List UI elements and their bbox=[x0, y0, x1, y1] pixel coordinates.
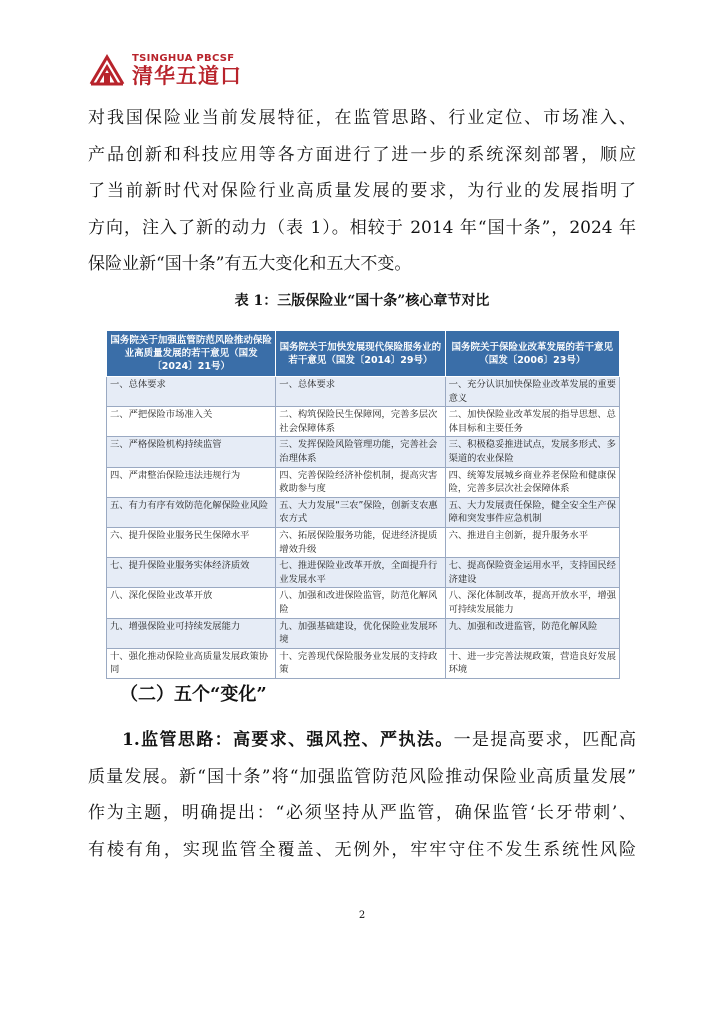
tsinghua-emblem-icon bbox=[88, 53, 126, 87]
table-cell: 八、加强和改进保险监管，防范化解风险 bbox=[276, 588, 445, 618]
table-row bbox=[107, 588, 620, 618]
header-logo bbox=[88, 50, 242, 90]
table-caption: 表 1：三版保险业“国十条”核心章节对比 bbox=[234, 293, 490, 309]
intro-line: 了当前新时代对保险行业高质量发展的要求，为行业的发展指明了 bbox=[88, 181, 636, 202]
table-cell: 三、积极稳妥推进试点，发展多形式、多渠道的农业保险 bbox=[445, 437, 619, 467]
table-row bbox=[107, 648, 620, 678]
table-cell: 七、提高保险资金运用水平，支持国民经济建设 bbox=[445, 558, 619, 588]
body-lead: 1.监管思路：高要求、强风控、严执法。 bbox=[122, 730, 454, 750]
table-cell: 三、发挥保险风险管理功能，完善社会治理体系 bbox=[276, 437, 445, 467]
table-cell: 一、总体要求 bbox=[107, 377, 276, 407]
table-row bbox=[107, 527, 620, 557]
table-cell: 二、构筑保险民生保障网，完善多层次社会保障体系 bbox=[276, 407, 445, 437]
body-line: 质量发展。新“国十条”将“加强监管防范风险推动保险业高质量发展” bbox=[88, 766, 636, 787]
table-cell: 二、严把保险市场准入关 bbox=[107, 407, 276, 437]
column-header-2014: 国务院关于加快发展现代保险服务业的若干意见（国发〔2014〕29号） bbox=[276, 331, 445, 377]
table-cell: 九、加强和改进监管，防范化解风险 bbox=[445, 618, 619, 648]
table-cell: 九、增强保险业可持续发展能力 bbox=[107, 618, 276, 648]
table-cell: 一、总体要求 bbox=[276, 377, 445, 407]
table-row bbox=[107, 437, 620, 467]
table-cell: 五、大力发展“三农”保险，创新支农惠农方式 bbox=[276, 497, 445, 527]
table-cell: 八、深化保险业改革开放 bbox=[107, 588, 276, 618]
table-cell: 八、深化体制改革，提高开放水平，增强可持续发展能力 bbox=[445, 588, 619, 618]
logo-chinese-text: 清华五道口 bbox=[132, 63, 242, 88]
table-cell: 四、完善保险经济补偿机制，提高灾害救助参与度 bbox=[276, 467, 445, 497]
intro-line: 方向，注入了新的动力（表 1）。相较于 2014 年“国十条”，2024 年 bbox=[88, 217, 636, 238]
logo-english-text: TSINGHUA PBCSF bbox=[132, 52, 235, 64]
table-cell: 七、提升保险业服务实体经济质效 bbox=[107, 558, 276, 588]
table-cell: 四、统筹发展城乡商业养老保险和健康保险，完善多层次社会保障体系 bbox=[445, 467, 619, 497]
page-number: 2 bbox=[358, 910, 366, 921]
table-cell: 六、推进自主创新，提升服务水平 bbox=[445, 527, 619, 557]
table-cell: 六、提升保险业服务民生保障水平 bbox=[107, 527, 276, 557]
table-cell: 九、加强基础建设，优化保险业发展环境 bbox=[276, 618, 445, 648]
table-row bbox=[107, 467, 620, 497]
table-cell: 二、加快保险业改革发展的指导思想、总体目标和主要任务 bbox=[445, 407, 619, 437]
table-cell: 一、充分认识加快保险业改革发展的重要意义 bbox=[445, 377, 619, 407]
intro-line: 对我国保险业当前发展特征，在监管思路、行业定位、市场准入、 bbox=[88, 108, 636, 128]
body-line: 有棱有角，实现监管全覆盖、无例外，牢牢守住不发生系统性风险 bbox=[88, 839, 636, 860]
intro-paragraph bbox=[88, 100, 636, 283]
table-cell: 四、严肃整治保险违法违规行为 bbox=[107, 467, 276, 497]
table-header-row bbox=[107, 331, 620, 377]
table-body bbox=[107, 377, 620, 679]
table-cell: 五、大力发展责任保险，健全安全生产保障和突发事件应急机制 bbox=[445, 497, 619, 527]
table-row bbox=[107, 497, 620, 527]
table-cell: 十、完善现代保险服务业发展的支持政策 bbox=[276, 648, 445, 678]
comparison-table bbox=[106, 330, 620, 679]
table-row bbox=[107, 558, 620, 588]
table-cell: 七、推进保险业改革开放，全面提升行业发展水平 bbox=[276, 558, 445, 588]
table-row bbox=[107, 407, 620, 437]
column-header-2006: 国务院关于保险业改革发展的若干意见（国发〔2006〕23号） bbox=[445, 331, 619, 377]
section-heading: （二）五个“变化” bbox=[120, 684, 267, 705]
table-cell: 十、进一步完善法规政策，营造良好发展环境 bbox=[445, 648, 619, 678]
table-cell: 六、拓展保险服务功能，促进经济提质增效升级 bbox=[276, 527, 445, 557]
body-line-rest: 一是提高要求，匹配高 bbox=[453, 730, 637, 750]
table-cell: 五、有力有序有效防范化解保险业风险 bbox=[107, 497, 276, 527]
table-cell: 三、严格保险机构持续监管 bbox=[107, 437, 276, 467]
body-paragraph bbox=[88, 722, 636, 868]
table-row bbox=[107, 377, 620, 407]
intro-line: 产品创新和科技应用等各方面进行了进一步的系统深刻部署，顺应 bbox=[88, 144, 636, 165]
table-row bbox=[107, 618, 620, 648]
table-cell: 十、强化推动保险业高质量发展政策协同 bbox=[107, 648, 276, 678]
column-header-2024: 国务院关于加强监管防范风险推动保险业高质量发展的若干意见（国发〔2024〕21号） bbox=[107, 331, 276, 377]
body-line: 作为主题，明确提出：“必须坚持从严监管，确保监管‘长牙带刺’、 bbox=[88, 803, 636, 824]
intro-line: 保险业新“国十条”有五大变化和五大不变。 bbox=[88, 254, 412, 275]
body-line bbox=[88, 722, 636, 759]
